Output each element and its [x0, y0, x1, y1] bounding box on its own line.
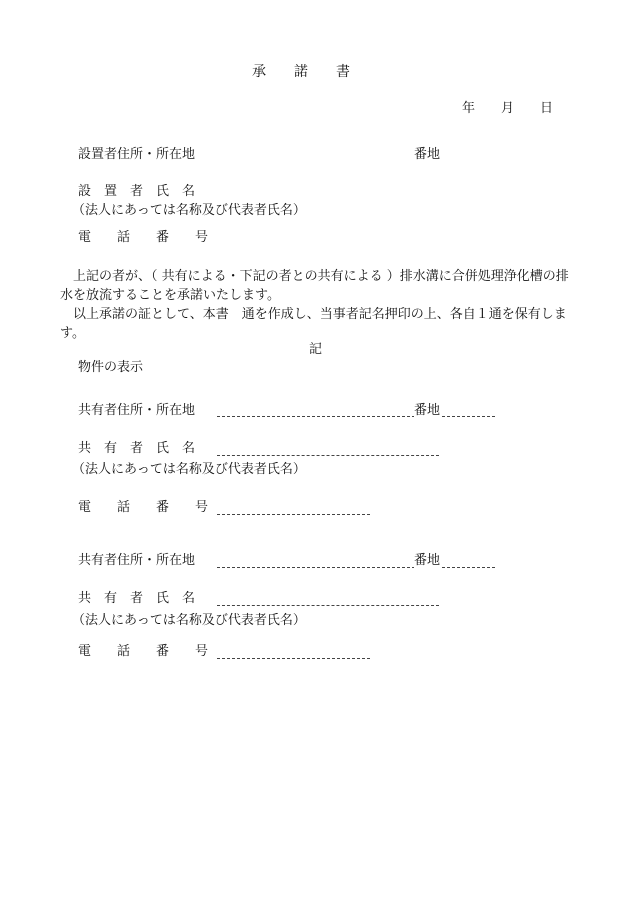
co-owner-corp-note: （法人にあっては名称及び代表者氏名）	[72, 613, 306, 628]
co-owner-address-line	[217, 416, 495, 417]
co-owner-phone-label: 電 話 番 号	[78, 644, 209, 659]
consent-paragraph-2: 以上承諾の証として、本書 通を作成し、当事者記名押印の上、各自１通を保有します。	[60, 307, 567, 341]
co-owner-address-line	[217, 567, 495, 568]
co-owner-name-line	[217, 605, 439, 606]
property-label: 物件の表示	[78, 360, 144, 375]
co-owner-phone-line	[217, 658, 370, 659]
co-owner-corp-note: （法人にあっては名称及び代表者氏名）	[72, 462, 306, 477]
co-owner-address-label: 共有者住所・所在地	[78, 403, 196, 418]
co-owner-address-suffix: 番地	[414, 553, 441, 568]
applicant-address-label: 設置者住所・所在地	[78, 147, 196, 162]
ki-heading: 記	[309, 342, 323, 357]
document-title: 承 諾 書	[252, 64, 350, 80]
date-line: 年 月 日	[462, 101, 554, 116]
applicant-name-label: 設 置 者 氏 名	[78, 184, 196, 199]
co-owner-address-suffix: 番地	[414, 403, 441, 418]
applicant-corp-note: （法人にあっては名称及び代表者氏名）	[72, 203, 306, 218]
co-owner-name-line	[217, 455, 439, 456]
co-owner-phone-line	[217, 514, 370, 515]
co-owner-phone-label: 電 話 番 号	[78, 500, 209, 515]
co-owner-address-label: 共有者住所・所在地	[78, 553, 196, 568]
co-owner-name-label: 共 有 者 氏 名	[78, 591, 196, 606]
co-owner-name-label: 共 有 者 氏 名	[78, 441, 196, 456]
consent-paragraph-1: 上記の者が、（ 共有による・下記の者との共有による ）排水溝に合併処理浄化槽の排水を放流することを承諾いたします。	[60, 269, 569, 303]
applicant-address-suffix: 番地	[414, 147, 441, 162]
applicant-phone-label: 電 話 番 号	[78, 230, 209, 245]
